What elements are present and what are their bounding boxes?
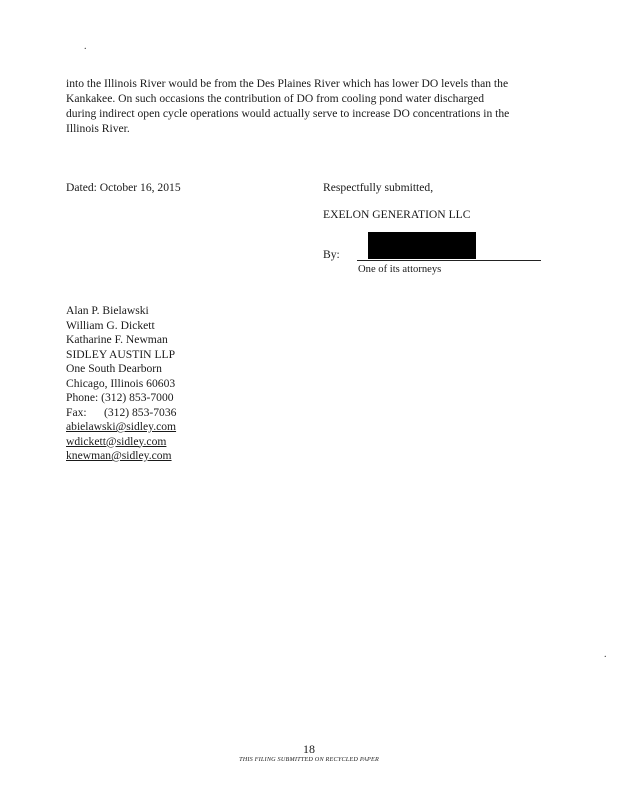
counsel-block [66, 304, 176, 464]
paragraph-line: into the Illinois River would be from the Des Plaines River which has lower DO levels than the [66, 77, 509, 90]
company-name: EXELON GENERATION LLC [323, 208, 471, 221]
attorney-name: William G. Dickett [66, 318, 155, 332]
email-link[interactable]: wdickett@sidley.com [66, 434, 167, 448]
fax-number: (312) 853-7036 [104, 405, 177, 419]
signature-block [323, 181, 553, 275]
fax-label: Fax: [66, 405, 87, 419]
scan-speck: . [84, 41, 87, 52]
email-link[interactable]: abielawski@sidley.com [66, 420, 177, 433]
closing-text: Respectfully submitted, [323, 181, 434, 194]
dated-line: Dated: October 16, 2015 [66, 181, 181, 194]
phone-number: (312) 853-7000 [101, 391, 174, 404]
attorney-name: Alan P. Bielawski [66, 304, 149, 317]
address-line: Chicago, Illinois 60603 [66, 376, 176, 390]
firm-name: SIDLEY AUSTIN LLP [66, 347, 176, 361]
attorney-name: Katharine F. Newman [66, 333, 168, 346]
paragraph-line: Illinois River. [66, 122, 130, 135]
paragraph-line: during indirect open cycle operations would actually serve to increase DO concentrations in the [66, 107, 510, 120]
paragraph-line: Kankakee. On such occasions the contribution of DO from cooling pond water discharged [66, 92, 485, 105]
signer-role: One of its attorneys [358, 264, 442, 275]
recycled-paper-note: THIS FILING SUBMITTED ON RECYCLED PAPER [239, 756, 379, 763]
address-line: One South Dearborn [66, 362, 162, 375]
redacted-signature [368, 232, 476, 259]
phone-line [66, 391, 176, 406]
body-paragraph [66, 76, 544, 136]
by-label: By: [323, 248, 340, 261]
phone-label: Phone: [66, 391, 99, 404]
email-link[interactable]: knewman@sidley.com [66, 449, 172, 462]
signature-line [357, 260, 541, 261]
page-number: 18 [303, 742, 315, 756]
fax-line [66, 406, 176, 421]
scan-speck: . [604, 649, 607, 660]
